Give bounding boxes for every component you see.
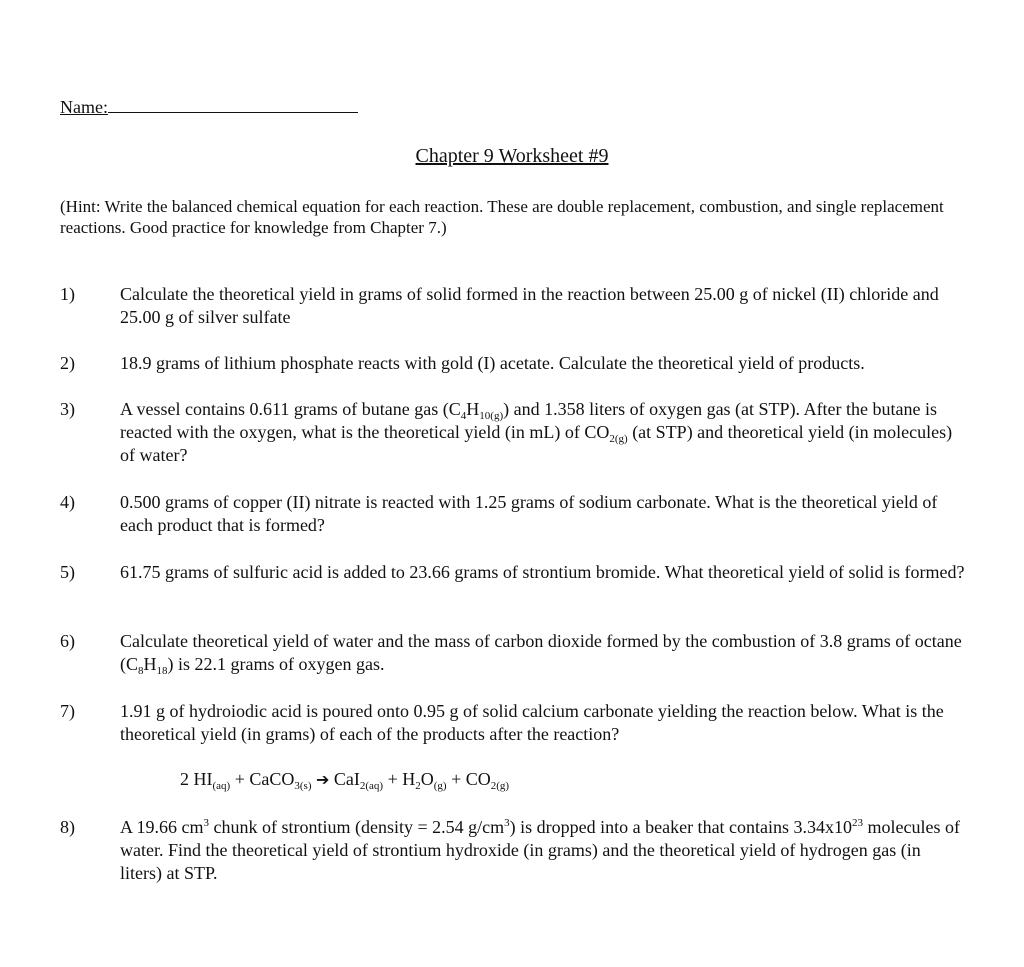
text-segment: H <box>466 399 480 419</box>
question-number: 5) <box>60 562 75 582</box>
subscript: (g) <box>433 780 447 792</box>
eq-term: + H <box>383 769 416 789</box>
subscript: 2 <box>415 780 421 792</box>
eq-term: + CaCO <box>230 769 295 789</box>
question-number: 3) <box>60 399 75 419</box>
question-number: 6) <box>60 631 75 651</box>
subscript: (aq) <box>212 780 231 792</box>
page-title-text: Chapter 9 Worksheet #9 <box>415 145 609 167</box>
question-text: 1.91 g of hydroiodic acid is poured onto 0.95 g of solid calcium carbonate yielding the reaction below. What is the theoretical yield (in grams) of each of the products after the reaction? <box>120 701 944 744</box>
text-segment: (at STP) and theoretical yield (in molecules) of water? <box>120 422 953 465</box>
text-segment: H <box>143 654 157 674</box>
subscript: 8 <box>138 665 144 677</box>
eq-term: + CO <box>446 769 491 789</box>
eq-term: O <box>420 769 434 789</box>
superscript: 3 <box>504 817 510 829</box>
question-number: 8) <box>60 817 75 837</box>
question-text <box>120 630 965 676</box>
eq-term: CaI <box>329 769 360 789</box>
hint-text: (Hint: Write the balanced chemical equation for each reaction. These are double replacement, combustion, and single replacement reactions. Good practice for knowledge from Chapter 7.) <box>60 197 944 237</box>
reaction-arrow-icon: ➔ <box>315 770 330 789</box>
page-title <box>0 144 1024 168</box>
question-text: 0.500 grams of copper (II) nitrate is reacted with 1.25 grams of sodium carbonate. What is the theoretical yield of each product that is formed? <box>120 492 938 535</box>
text-segment: A vessel contains 0.611 grams of butane gas (C <box>120 399 461 419</box>
superscript: 23 <box>852 817 864 829</box>
question-text: Calculate the theoretical yield in grams of solid formed in the reaction between 25.00 g of nickel (II) chloride and 25.00 g of silver sulfate <box>120 284 939 327</box>
text-segment: A 19.66 cm <box>120 817 204 837</box>
subscript: 2(g) <box>490 780 510 792</box>
subscript: 10(g) <box>479 410 504 422</box>
subscript: 18 <box>156 665 168 677</box>
name-label: Name: <box>60 97 108 117</box>
text-segment: ) is 22.1 grams of oxygen gas. <box>167 654 385 674</box>
subscript: 3(s) <box>294 780 312 792</box>
question-number: 1) <box>60 284 75 304</box>
question-number: 2) <box>60 353 75 373</box>
name-field <box>60 96 358 118</box>
subscript: 2(aq) <box>359 780 384 792</box>
eq-term: 2 HI <box>180 769 213 789</box>
text-segment: ) is dropped into a beaker that contains 3.34x10 <box>509 817 853 837</box>
question-text <box>120 398 965 467</box>
text-segment: chunk of strontium (density = 2.54 g/cm <box>209 817 505 837</box>
question-number: 7) <box>60 701 75 721</box>
text-segment: ) and 1.358 liters of oxygen gas (at STP). After the butane is reacted with the oxygen, what is the theoretical yield (in mL) of CO <box>120 399 938 442</box>
text-segment: Calculate theoretical yield of water and the mass of carbon dioxide formed by the combustion of 3.8 grams of octane (C <box>120 631 962 674</box>
question-text: 61.75 grams of sulfuric acid is added to 23.66 grams of strontium bromide. What theoretical yield of solid is formed? <box>120 562 965 582</box>
text-segment: molecules of water. Find the theoretical yield of strontium hydroxide (in grams) and the theoretical yield of hydrogen gas (in liters) at STP. <box>120 817 961 883</box>
name-blank-line[interactable] <box>108 96 358 113</box>
superscript: 3 <box>203 817 209 829</box>
subscript: 4 <box>460 410 467 422</box>
reaction-equation <box>180 768 509 791</box>
subscript: 2(g) <box>609 433 628 445</box>
question-text: 18.9 grams of lithium phosphate reacts with gold (I) acetate. Calculate the theoretical yield of products. <box>120 353 865 373</box>
question-number: 4) <box>60 492 75 512</box>
question-text <box>120 816 965 885</box>
